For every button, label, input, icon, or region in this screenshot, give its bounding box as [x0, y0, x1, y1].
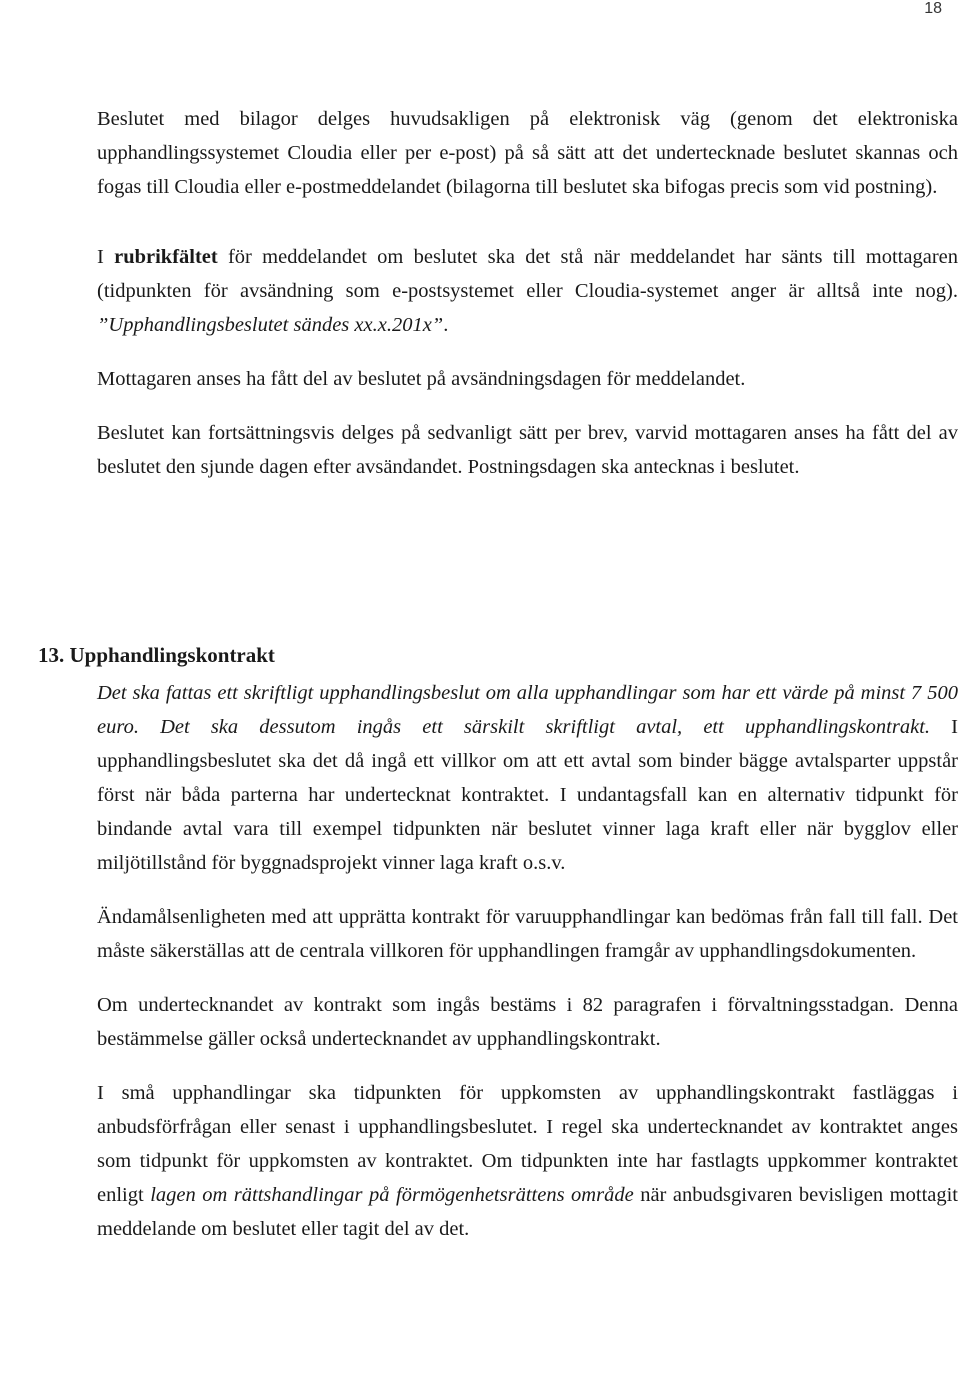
section-heading: 13. Upphandlingskontrakt	[38, 643, 275, 667]
italic-law-reference: lagen om rättshandlingar på förmögenhetsrättens område	[150, 1184, 634, 1206]
paragraph-signing-rules: Om undertecknandet av kontrakt som ingås bestäms i 82 paragrafen i förvaltningsstadgan. Denna bestämmelse gäller också undertecknandet av upphandlingskontrakt.	[97, 994, 958, 1050]
paragraph-delivery-method: Beslutet med bilagor delges huvudsakligen på elektronisk väg (genom det elektroniska upphandlingssystemet Cloudia eller per e-post) på så sätt att det undertecknade beslutet skannas och fogas till Cloudia eller e-postmeddelandet (bilagorna till beslutet ska bifogas precis som vid postning).	[97, 108, 958, 198]
text-span: för meddelandet om beslutet ska det stå när meddelandet har sänts till mottagaren (tidpunkten för avsändning som e-postsystemet eller Cloudia-systemet anger är alltså inte nog).	[97, 246, 958, 302]
text-span: .	[443, 314, 449, 336]
text-span: I små upphandlingar ska tidpunkten för uppkomsten av upphandlingskontrakt fastläggas i anbudsförfrågan eller senast i upphandlingsbeslutet. I regel ska undertecknandet av kontraktet anges som tidpunkt för uppkomsten av kontraktet. Om tidpunkten inte har fastlagts uppkommer kontraktet enligt	[97, 1082, 958, 1206]
text-span: när anbudsgivaren bevisligen mottagit meddelande om beslutet eller tagit del av det.	[97, 1184, 958, 1240]
page-number: 18	[924, 0, 942, 17]
paragraph-subject-field	[97, 240, 958, 342]
italic-example-subject: ”Upphandlingsbeslutet sändes xx.x.201x”	[97, 314, 444, 336]
document-body	[97, 102, 958, 484]
paragraph-goods-contracts: Ändamålsenligheten med att upprätta kontrakt för varuupphandlingar kan bedömas från fall till fall. Det måste säkerställas att de centrala villkoren för upphandlingen framgår av upphandlingsdokumenten.	[97, 906, 958, 962]
paragraph-small-procurements	[97, 1076, 958, 1246]
bold-term-rubrikfaltet: rubrikfältet	[114, 246, 218, 268]
text-span: I upphandlingsbeslutet ska det då ingå ett villkor om att ett avtal som binder bägge avtalsparter uppstår först när båda parterna har undertecknat kontraktet. I undantagsfall kan en alternativ tidpunkt för bindande avtal vara till exempel tidpunkten när beslutet vinner laga kraft eller när bygglov eller miljötillstånd för byggnadsprojekt vinner laga kraft o.s.v.	[97, 716, 958, 874]
paragraph-contract-requirement	[97, 676, 958, 880]
section-body	[97, 676, 958, 1246]
text-span: I	[97, 246, 115, 268]
italic-contract-requirement: Det ska fattas ett skriftligt upphandlingsbeslut om alla upphandlingar som har ett värde på minst 7 500 euro. Det ska dessutom ingås ett särskilt skriftligt avtal, ett upphandlingskontrakt.	[97, 682, 958, 738]
paragraph-letter-delivery: Beslutet kan fortsättningsvis delges på sedvanligt sätt per brev, varvid mottagaren anses ha fått del av beslutet den sjunde dagen efter avsändandet. Postningsdagen ska antecknas i beslutet.	[97, 422, 958, 478]
paragraph-receipt-date: Mottagaren anses ha fått del av beslutet på avsändningsdagen för meddelandet.	[97, 368, 746, 390]
